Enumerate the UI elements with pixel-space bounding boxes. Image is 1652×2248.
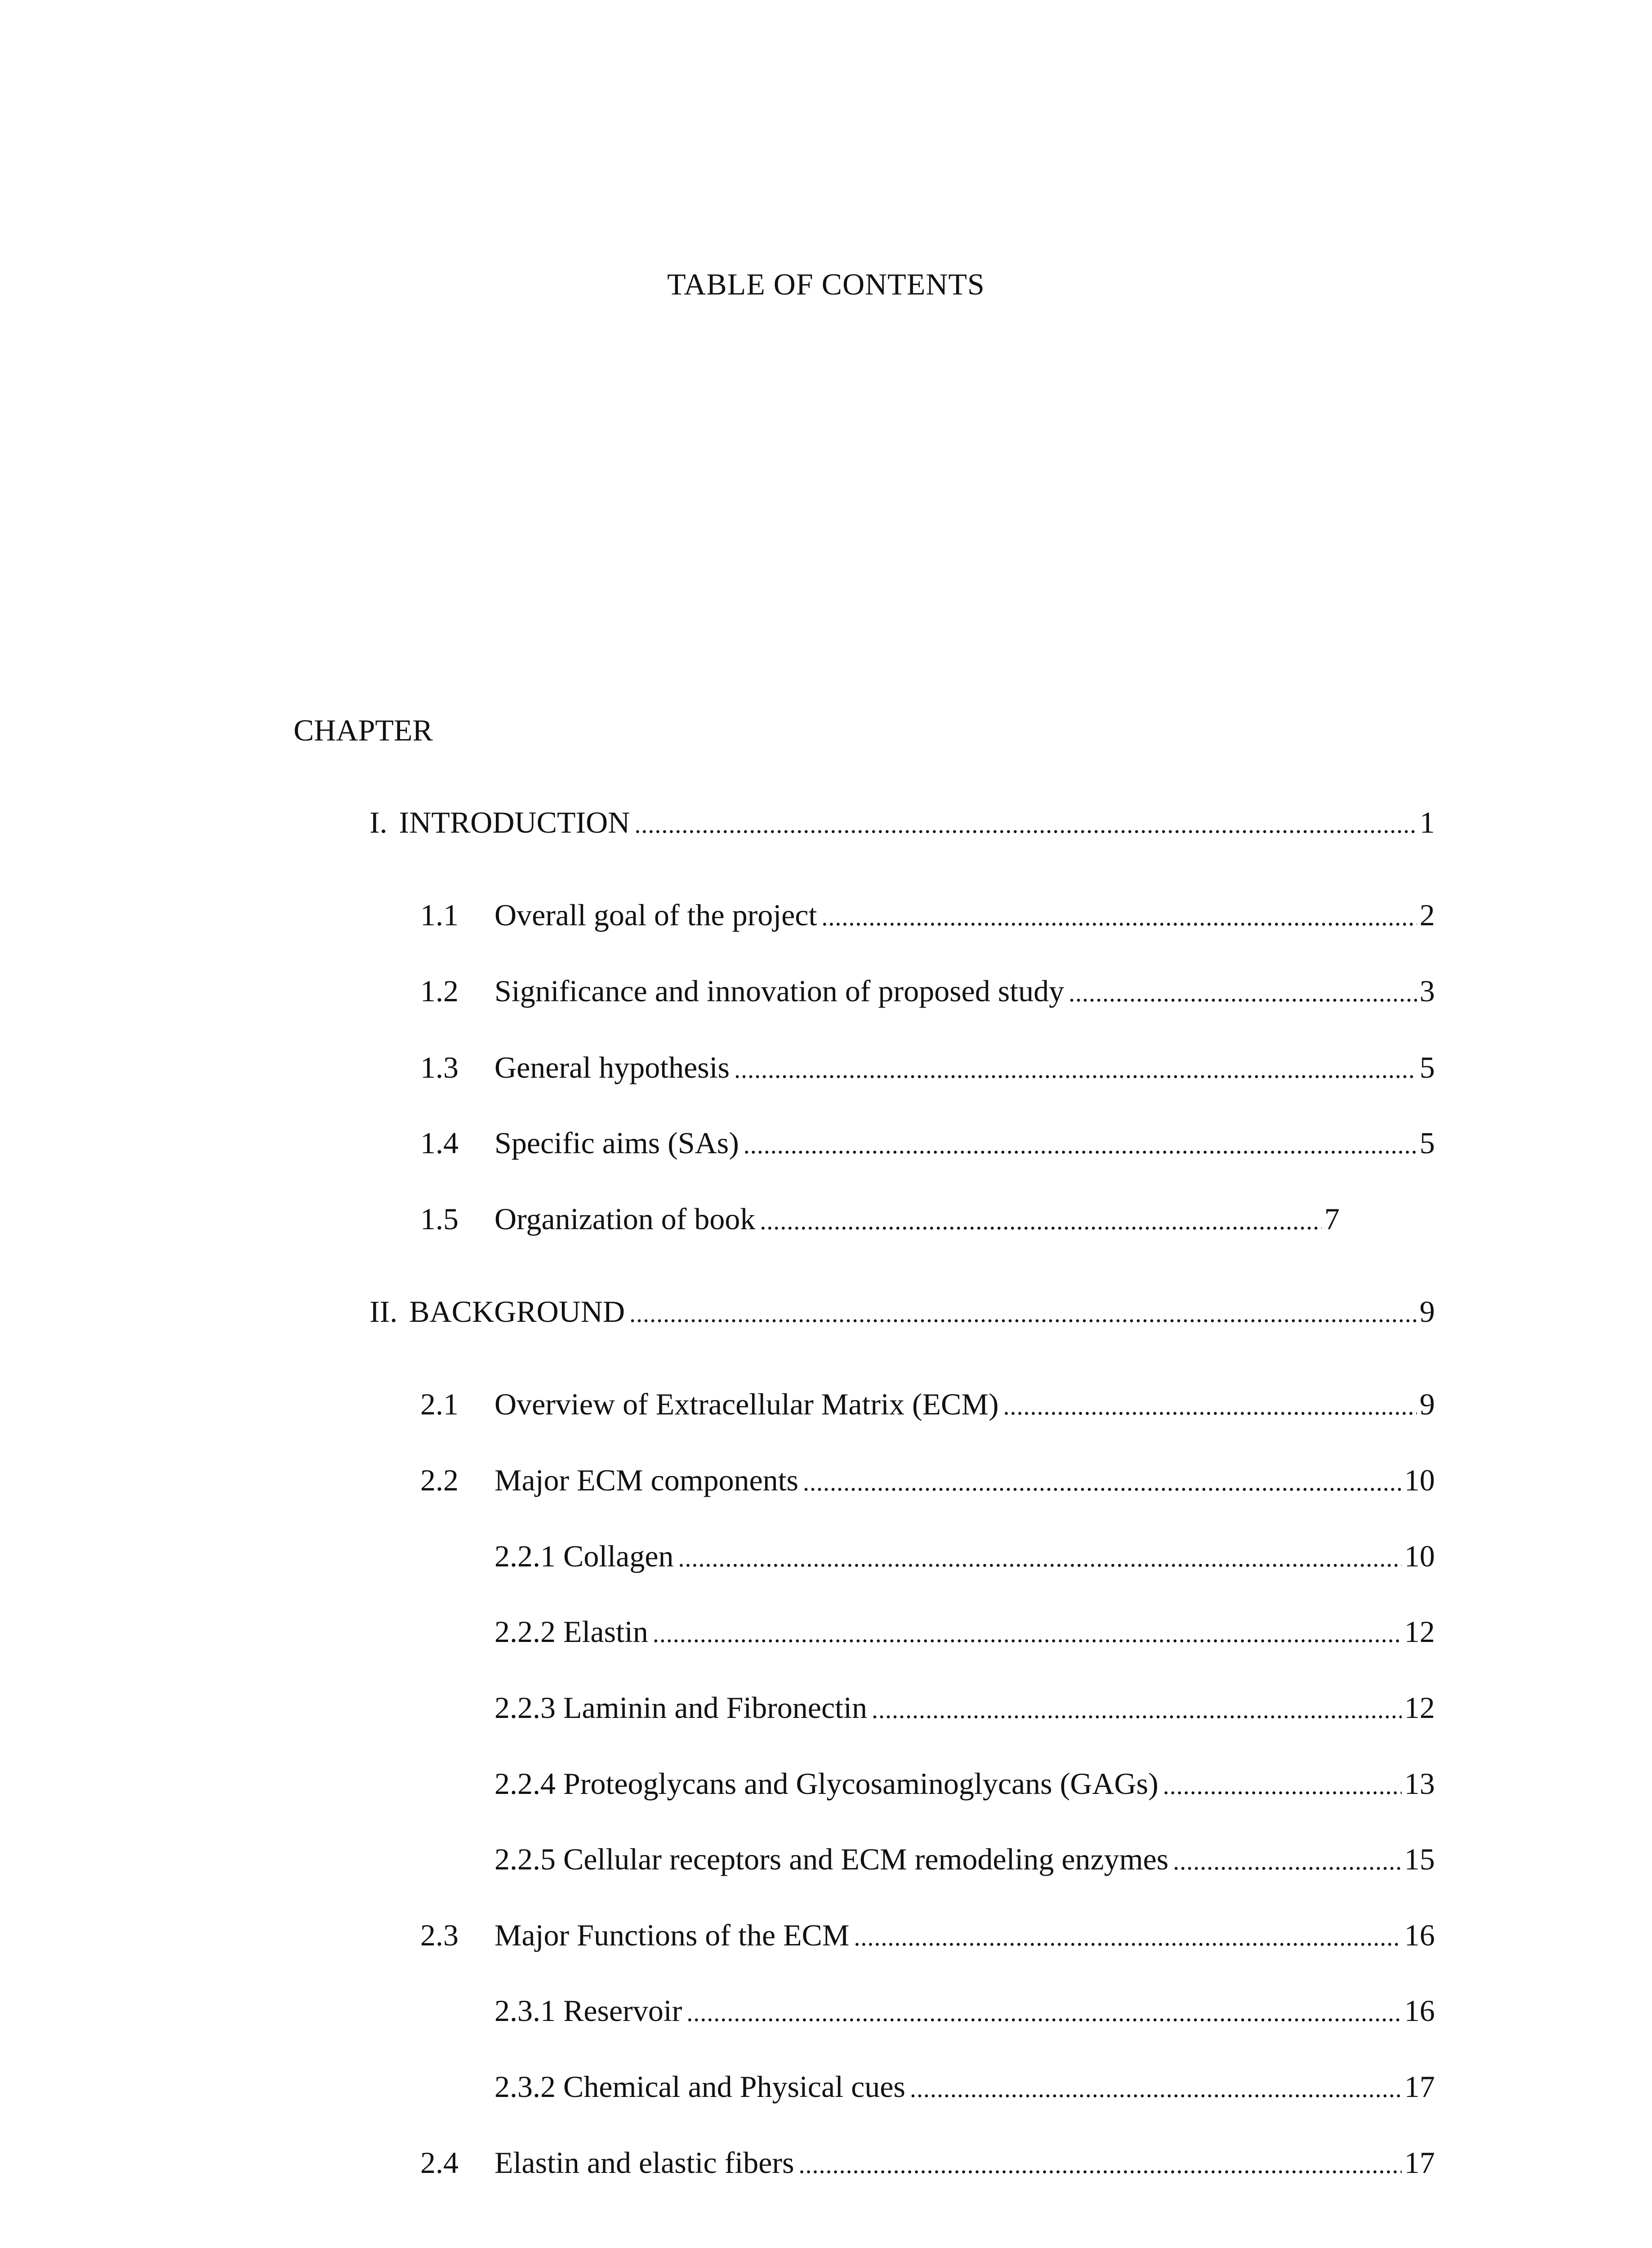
toc-entry-chapter[interactable]: [370, 1296, 1435, 1327]
toc-entry-title: Significance and innovation of proposed study: [494, 974, 1064, 1008]
dot-leader: [760, 1209, 1322, 1234]
dot-leader: [744, 1133, 1417, 1158]
toc-entry-section[interactable]: [420, 900, 1435, 930]
toc-entry-number: 2.3: [420, 1918, 459, 1952]
toc-entry-title: 2.2.2 Elastin: [494, 1615, 648, 1649]
toc-entry-number: 1.5: [420, 1202, 459, 1236]
toc-entry-subsection[interactable]: [494, 1844, 1435, 1874]
dot-leader: [686, 2000, 1402, 2025]
toc-entry-number: 1.3: [420, 1050, 459, 1084]
toc-entry-subsection[interactable]: [494, 1541, 1435, 1571]
dot-leader: [678, 1546, 1402, 1571]
toc-entry-page: 12: [1404, 1615, 1435, 1649]
chapter-heading: CHAPTER: [294, 713, 433, 747]
toc-entry-title: 2.2.4 Proteoglycans and Glycosaminoglycans (GAGs): [494, 1766, 1158, 1801]
dot-leader: [803, 1470, 1402, 1495]
toc-entry-page: 5: [1420, 1050, 1435, 1084]
toc-entry-number: II.: [370, 1294, 398, 1329]
toc-entry-chapter[interactable]: [370, 807, 1435, 838]
toc-entry-section[interactable]: [420, 976, 1435, 1006]
toc-entry-title: Organization of book: [494, 1202, 756, 1236]
toc-entry-number: 1.1: [420, 898, 459, 932]
toc-entry-title: INTRODUCTION: [399, 805, 630, 839]
toc-entry-title: 2.3.2 Chemical and Physical cues: [494, 2070, 906, 2104]
dot-leader: [1163, 1773, 1402, 1798]
toc-entry-page: 12: [1404, 1690, 1435, 1725]
dot-leader: [872, 1697, 1402, 1722]
toc-entry-section[interactable]: [420, 1465, 1435, 1495]
toc-entry-section[interactable]: [420, 1920, 1435, 1950]
toc-entry-page: 17: [1404, 2145, 1435, 2180]
dot-leader: [634, 812, 1417, 837]
dot-leader: [653, 1621, 1402, 1646]
toc-entry-subsection[interactable]: [494, 1616, 1435, 1647]
toc-entry-page: 5: [1420, 1126, 1435, 1160]
toc-entry-title: BACKGROUND: [409, 1294, 625, 1329]
toc-entry-title: 2.2.1 Collagen: [494, 1539, 674, 1573]
toc-entry-section[interactable]: [420, 1204, 1340, 1234]
dot-leader: [1069, 981, 1417, 1006]
toc-entry-number: 2.2: [420, 1463, 459, 1497]
toc-entry-subsection[interactable]: [494, 1995, 1435, 2026]
toc-entry-title: Overview of Extracellular Matrix (ECM): [494, 1387, 999, 1421]
toc-entry-title: Specific aims (SAs): [494, 1126, 739, 1160]
toc-entry-title: Major ECM components: [494, 1463, 799, 1497]
toc-entry-page: 16: [1404, 1994, 1435, 2028]
toc-entry-title: 2.3.1 Reservoir: [494, 1994, 682, 2028]
dot-leader: [1003, 1394, 1417, 1419]
toc-entry-page: 9: [1420, 1387, 1435, 1421]
toc-entry-number: 2.1: [420, 1387, 459, 1421]
toc-entry-page: 7: [1324, 1202, 1340, 1236]
toc-entry-section[interactable]: [420, 2147, 1435, 2178]
dot-leader: [854, 1925, 1402, 1950]
toc-entry-section[interactable]: [420, 1128, 1435, 1158]
toc-entry-section[interactable]: [420, 1389, 1435, 1419]
dot-leader: [799, 2152, 1402, 2177]
toc-entry-number: 1.4: [420, 1126, 459, 1160]
toc-entry-title: Overall goal of the project: [494, 898, 817, 932]
toc-entry-page: 15: [1404, 1842, 1435, 1876]
toc-entry-number: 2.4: [420, 2145, 459, 2180]
toc-entry-subsection[interactable]: [494, 1768, 1435, 1799]
toc-entry-page: 17: [1404, 2070, 1435, 2104]
toc-entry-number: 1.2: [420, 974, 459, 1008]
toc-entry-title: Elastin and elastic fibers: [494, 2145, 794, 2180]
toc-entry-title: 2.2.3 Laminin and Fibronectin: [494, 1690, 868, 1725]
dot-leader: [910, 2076, 1402, 2101]
toc-entry-page: 3: [1420, 974, 1435, 1008]
dot-leader: [1173, 1849, 1402, 1874]
page-title: TABLE OF CONTENTS: [667, 267, 985, 301]
dot-leader: [822, 905, 1417, 930]
toc-entry-page: 9: [1420, 1294, 1435, 1329]
toc-entry-title: Major Functions of the ECM: [494, 1918, 850, 1952]
toc-entry-subsection[interactable]: [494, 2071, 1435, 2102]
toc-entry-number: I.: [370, 805, 387, 839]
toc-entry-page: 2: [1420, 898, 1435, 932]
dot-leader: [734, 1057, 1417, 1082]
toc-entry-subsection[interactable]: [494, 1692, 1435, 1723]
toc-entry-page: 10: [1404, 1539, 1435, 1573]
toc-entry-page: 1: [1420, 805, 1435, 839]
toc-entry-section[interactable]: [420, 1052, 1435, 1083]
toc-entry-title: 2.2.5 Cellular receptors and ECM remodeling enzymes: [494, 1842, 1169, 1876]
toc-entry-page: 13: [1404, 1766, 1435, 1801]
dot-leader: [629, 1301, 1417, 1326]
toc-entry-page: 16: [1404, 1918, 1435, 1952]
toc-entry-page: 10: [1404, 1463, 1435, 1497]
toc-entry-title: General hypothesis: [494, 1050, 730, 1084]
